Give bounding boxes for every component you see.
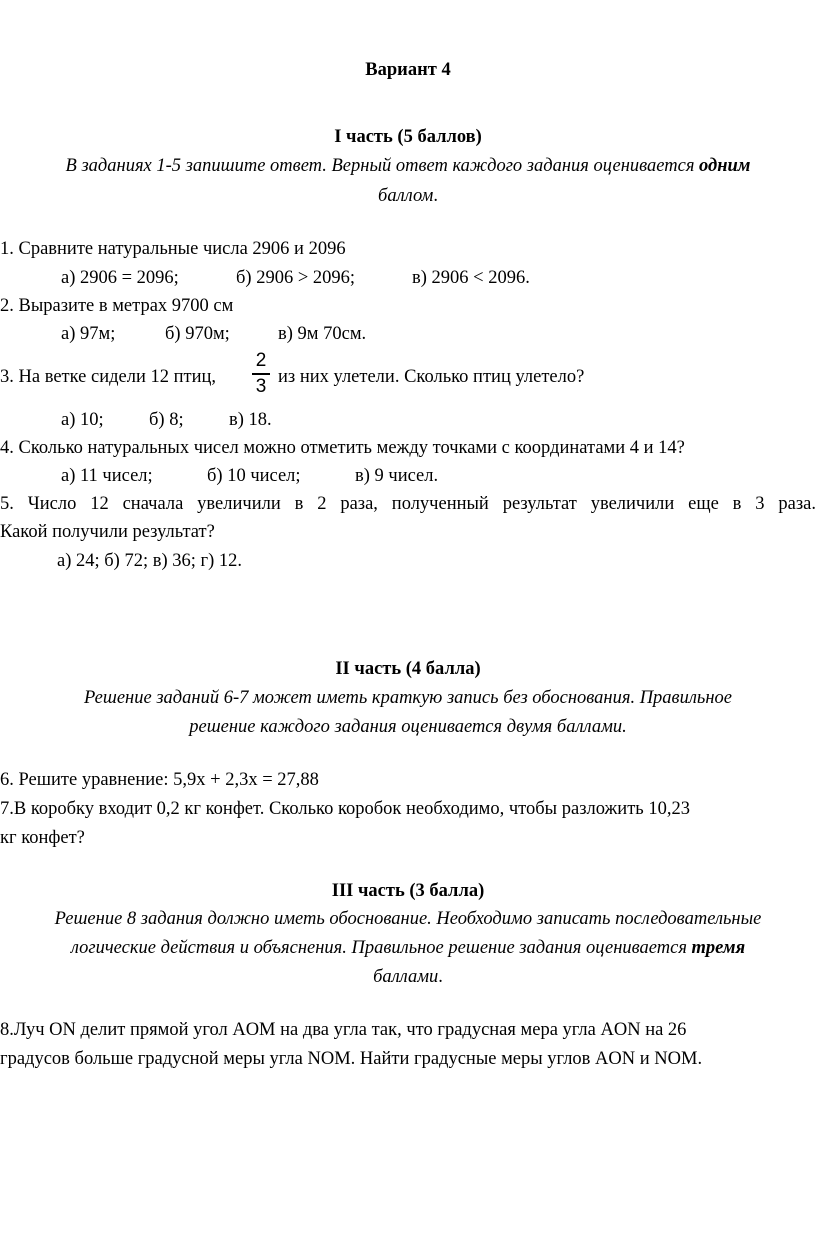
task3-option-c: в) 18. — [229, 410, 272, 430]
task1-option-b: б) 2906 > 2096; — [236, 268, 356, 288]
task5-text-line1: 5. Число 12 сначала увеличили в 2 раза, полученный результат увеличили еще в 3 раза. — [0, 494, 816, 514]
task5-options: а) 24; б) 72; в) 36; г) 12. — [57, 551, 243, 571]
task2-option-a: а) 97м; — [61, 324, 116, 344]
task3-option-b: б) 8; — [149, 410, 184, 430]
task8-text-line1: 8.Луч ON делит прямой угол AOM на два угла так, что градусная мера угла AON на 26 — [0, 1020, 687, 1040]
part1-heading: I часть (5 баллов) — [334, 127, 482, 147]
part3-instr-text3: баллами — [373, 967, 439, 987]
part1-instructions-line2 — [0, 184, 816, 208]
task1-option-c: в) 2906 < 2096. — [412, 268, 530, 288]
part1-instr-text2: баллом — [378, 186, 434, 206]
task5-text-line2: Какой получили результат? — [0, 522, 215, 542]
task3-text-part2: из них улетели. Сколько птиц улетело? — [278, 367, 585, 387]
task3-options — [61, 408, 272, 432]
fraction-two-thirds — [252, 350, 270, 398]
task4-options — [61, 464, 438, 488]
task7-text-line1: 7.В коробку входит 0,2 кг конфет. Сколько коробок необходимо, чтобы разложить 10,23 — [0, 799, 690, 819]
part2-instructions-line2: решение каждого задания оценивается двумя баллами. — [189, 717, 627, 737]
fraction-numerator: 2 — [255, 350, 267, 371]
task1-option-a: а) 2906 = 2096; — [61, 268, 179, 288]
task1-text: 1. Сравните натуральные числа 2906 и 2096 — [0, 239, 346, 259]
part3-instr-text: логические действия и объяснения. Правильное решение задания оценивается — [70, 938, 692, 958]
task2-options — [61, 322, 366, 346]
period: . — [438, 967, 443, 987]
period: . — [433, 186, 438, 206]
part2-heading: II часть (4 балла) — [335, 659, 481, 679]
task2-text: 2. Выразите в метрах 9700 см — [0, 296, 234, 316]
fraction-bar — [252, 373, 270, 375]
part1-instr-bold: одним — [699, 156, 751, 176]
part3-instr-bold: тремя — [691, 938, 746, 958]
part3-instructions-line2 — [0, 936, 816, 960]
part3-heading: III часть (3 балла) — [331, 881, 485, 901]
fraction-denominator: 3 — [255, 375, 267, 397]
task4-text: 4. Сколько натуральных чисел можно отметить между точками с координатами 4 и 14? — [0, 438, 685, 458]
task7-text-line2: кг конфет? — [0, 828, 85, 848]
part1-instructions-line1 — [0, 154, 816, 178]
task3-text-part1: 3. На ветке сидели 12 птиц, — [0, 367, 217, 387]
task4-option-a: а) 11 чисел; — [61, 466, 153, 486]
variant-title: Вариант 4 — [365, 60, 451, 80]
task3-option-a: а) 10; — [61, 410, 104, 430]
task8-text-line2: градусов больше градусной меры угла NOM. Найти градусные меры углов AON и NOM. — [0, 1049, 703, 1069]
task4-option-b: б) 10 чисел; — [207, 466, 301, 486]
part1-instr-text: В заданиях 1-5 запишите ответ. Верный ответ каждого задания оценивается — [65, 156, 700, 176]
part2-instructions-line1: Решение заданий 6-7 может иметь краткую запись без обоснования. Правильное — [84, 688, 732, 708]
task2-option-b: б) 970м; — [165, 324, 230, 344]
task1-options — [61, 266, 530, 290]
part3-instructions-line3 — [0, 965, 816, 989]
part3-instructions-line1: Решение 8 задания должно иметь обоснование. Необходимо записать последовательные — [54, 909, 762, 929]
task4-option-c: в) 9 чисел. — [355, 466, 439, 486]
task2-option-c: в) 9м 70см. — [278, 324, 367, 344]
task6-text: 6. Решите уравнение: 5,9х + 2,3х = 27,88 — [0, 770, 319, 790]
